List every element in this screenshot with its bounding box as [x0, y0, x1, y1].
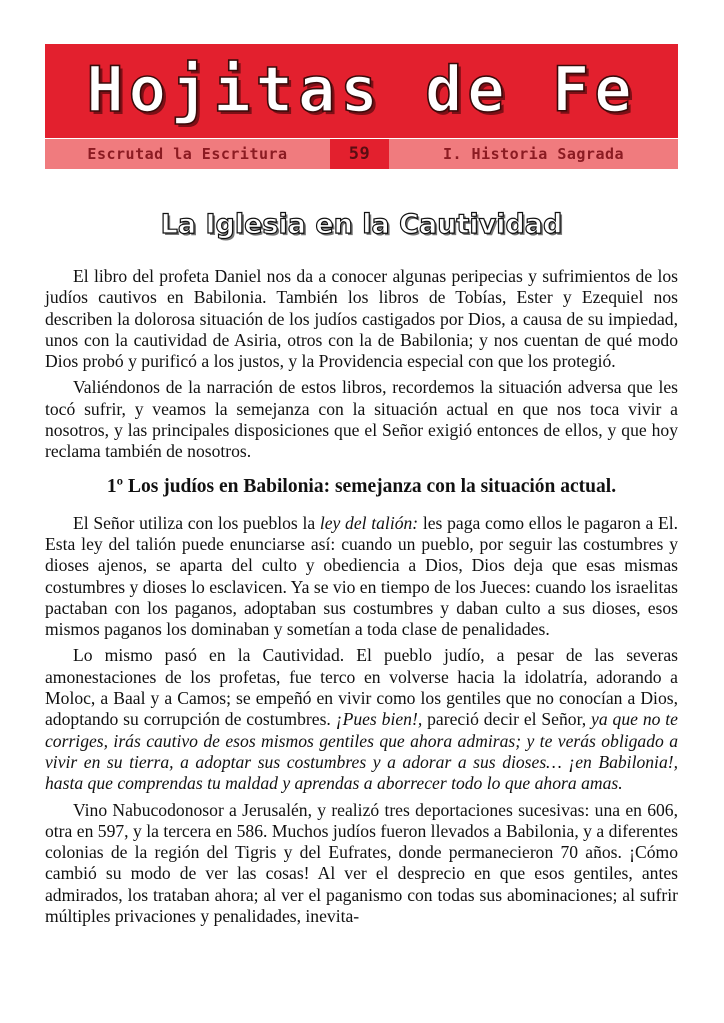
article-body: [45, 266, 678, 932]
article-title: La Iglesia en la Cautividad: [160, 209, 563, 240]
paragraph: [45, 645, 678, 794]
text-run: pareció decir el Señor,: [422, 709, 592, 730]
italic-text: ya que no te corriges, irás cautivo de esos mismos gentiles que ahora admiras; y te verás obligado a vivir en su tierra, a adoptar sus costumbres y a adorar a sus dioses… ¡en Babilonia!, hasta que comprendas tu maldad y aprendas a aborrecer todo lo que ahora amas.: [45, 709, 678, 794]
masthead: [45, 44, 678, 170]
issue-number: 59: [330, 139, 389, 169]
text-run: Lo mismo pasó en la Cautividad. El pueblo judío, a pesar de las severas amonestaciones de los profetas, fue terco en volverse hacia la idolatría, adorando a Moloc, a Baal y a Camos; se empeñó en vivir como los gentiles que no conocían a Dios, adoptando su corrupción de costumbres.: [45, 645, 678, 730]
paragraph: [45, 513, 678, 641]
section-label: I. Historia Sagrada: [389, 139, 678, 169]
paragraph: El libro del profeta Daniel nos da a conocer algunas peripecias y sufrimientos de los judíos cautivos en Babilonia. También los libros de Tobías, Ester y Ezequiel nos describen la dolorosa situación de los judíos castigados por Dios, a causa de su impiedad, unos con la cautividad de Asiria, otros con la de Babilonia; y nos cuentan de qué modo Dios probó y purificó a los justos, y la Providencia especial con que los protegió.: [45, 266, 678, 372]
italic-text: ley del talión:: [319, 512, 419, 533]
text-run: les paga como ellos le pagaron a El. Esta ley del talión puede enunciarse así: cuando un pueblo, por seguir las costumbres y dioses ajenos, se aparta del culto y obediencia a Dios, Dios deja que esas mismas costumbres y dioses lo esclavicen. Ya se vio en tiempo de los Jueces: cuando los israelitas pactaban con los paganos, adoptaban sus costumbres y daban culto a sus dioses, esos mismos paganos los dominaban y sometían a toda clase de penalidades.: [45, 512, 678, 640]
section-heading: 1º Los judíos en Babilonia: semejanza con la situación actual.: [106, 475, 617, 497]
publication-title: Hojitas de Fe: [86, 53, 637, 126]
italic-text: ¡Pues bien!,: [335, 709, 423, 730]
paragraph: Vino Nabucodonosor a Jerusalén, y realizó tres deportaciones sucesivas: una en 606, otra en 597, y la tercera en 586. Muchos judíos fueron llevados a Babilonia, y a diferentes colonias de la región del Tigris y del Eufrates, donde permanecieron 70 años. ¡Cómo cambió su modo de ver las cosas! Al ver el desprecio en que esos gentiles, antes admirados, los trataban ahora; al ver el paganismo con todas sus abominaciones; al sufrir múltiples privaciones y penalidades, inevita-: [45, 799, 678, 927]
paragraph: Valiéndonos de la narración de estos libros, recordemos la situación adversa que les tocó sufrir, y veamos la semejanza con la situación actual en que nos toca vivir a nosotros, y las principales disposiciones que el Señor exigió entonces de ellos, y que hoy reclama también de nosotros.: [45, 377, 678, 462]
title-band: [45, 44, 678, 138]
subtitle-band: [45, 139, 678, 169]
series-label: Escrutad la Escritura: [45, 139, 330, 169]
text-run: El Señor utiliza con los pueblos la: [73, 512, 320, 533]
